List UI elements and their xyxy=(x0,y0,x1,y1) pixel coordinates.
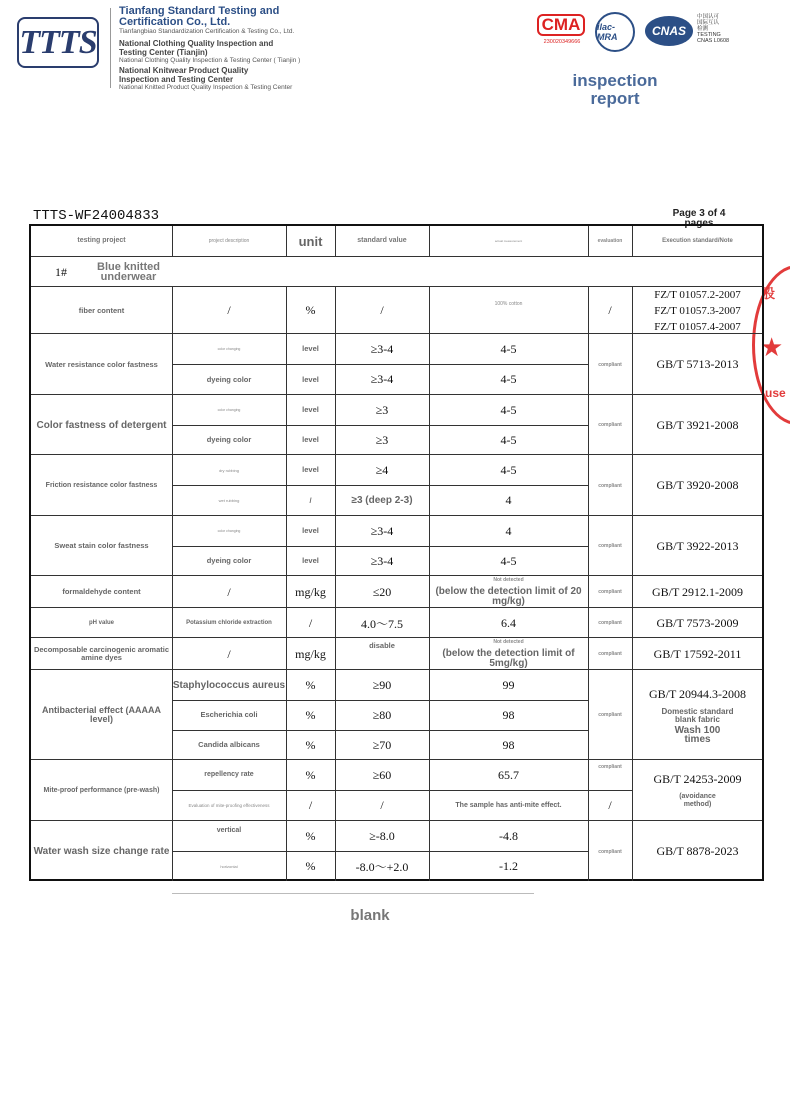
result-water-2: 4-5 xyxy=(500,372,517,386)
desc-friction-1: dry rubbing xyxy=(218,467,239,473)
table-row xyxy=(31,607,762,638)
col-divider xyxy=(632,226,633,256)
standard-water-1: ≥3-4 xyxy=(370,341,394,356)
standard-water-2: ≥3-4 xyxy=(370,372,394,386)
result-friction-1: 4-5 xyxy=(500,462,517,477)
desc-amine: / xyxy=(227,646,231,661)
desc-friction-2: wet rubbing xyxy=(218,498,240,503)
ilac-mra-mark: ilac-MRA xyxy=(595,12,635,52)
org-knitwear-name: National Knitwear Product Quality Inspection and Testing Center xyxy=(119,66,249,84)
subrow-divider xyxy=(172,364,588,365)
cma-mark xyxy=(537,14,587,48)
unit-mite-2: / xyxy=(308,798,313,812)
standard-wash-1: ≥-8.0 xyxy=(369,828,395,843)
cma-logo: CMA xyxy=(537,14,585,36)
standard-sweat-1: ≥3-4 xyxy=(370,523,394,538)
result-sweat-1: 4 xyxy=(505,523,512,538)
desc-formaldehyde: / xyxy=(227,584,231,599)
cnas-mark: CNAS xyxy=(645,16,693,46)
eval-friction: compliant xyxy=(598,482,622,489)
col-divider xyxy=(588,286,589,881)
eval-amine: compliant xyxy=(598,651,622,657)
col-divider xyxy=(429,226,430,256)
org-clothing-name: National Clothing Quality Inspection and Testing Center (Tianjin) xyxy=(119,39,274,57)
result-wash-1: -4.8 xyxy=(499,828,518,843)
project-mite: Mite-proof performance (pre-wash) xyxy=(43,786,160,794)
project-fiber: fiber content xyxy=(78,305,125,315)
desc-water-1: color changing xyxy=(217,347,241,351)
stamp-star-icon: ★ xyxy=(760,332,784,362)
result-water-1: 4-5 xyxy=(500,341,517,356)
result-detergent-1: 4-5 xyxy=(500,402,517,417)
unit-sweat-1: level xyxy=(302,526,319,535)
col-divider xyxy=(335,226,336,256)
col-divider xyxy=(286,286,287,881)
standard-fiber: / xyxy=(380,303,384,317)
stamp-text: 股 xyxy=(762,286,776,301)
cma-code: 230020349666 xyxy=(543,39,581,45)
standard-wash-2: -8.0～+2.0 xyxy=(355,860,409,874)
result-formaldehyde xyxy=(429,576,588,608)
result-formaldehyde-top: Not detected xyxy=(493,577,524,583)
result-fiber: 100% cotton xyxy=(494,301,523,307)
standard-antibacterial-3: ≥70 xyxy=(372,737,392,752)
header-execution: Execution standard/Note xyxy=(662,238,733,244)
unit-amine: mg/kg xyxy=(295,646,326,661)
eval-wash: compliant xyxy=(598,848,622,855)
execution-fiber-2: FZ/T 01057.3-2007 xyxy=(654,304,741,317)
subrow-divider xyxy=(172,790,632,791)
eval-water: compliant xyxy=(598,361,622,368)
desc-detergent-1: color changing xyxy=(217,408,241,412)
unit-fiber: % xyxy=(305,303,316,317)
execution-fiber-3: FZ/T 01057.4-2007 xyxy=(654,320,741,333)
execution-sweat: GB/T 3922-2013 xyxy=(656,538,739,553)
eval-fiber: / xyxy=(608,303,612,317)
result-wash-2: -1.2 xyxy=(499,859,518,873)
header-evaluation: evaluation xyxy=(597,238,623,244)
desc-detergent-2: dyeing color xyxy=(206,435,252,444)
standard-mite-2: / xyxy=(380,798,384,812)
unit-sweat-2: level xyxy=(302,556,319,565)
desc-sweat-1: color changing xyxy=(217,529,241,533)
desc-sweat-2: dyeing color xyxy=(206,556,252,565)
unit-friction-1: level xyxy=(302,465,319,474)
desc-mite-2: Evaluation of mite-proofing effectiveness xyxy=(188,803,270,808)
org-tianfang xyxy=(119,6,319,35)
table-row xyxy=(31,286,762,334)
table-row xyxy=(31,575,762,608)
blank-label: blank xyxy=(350,907,390,924)
project-wash: Water wash size change rate xyxy=(33,846,170,857)
execution-ph: GB/T 7573-2009 xyxy=(656,615,739,630)
unit-friction-2: / xyxy=(309,495,312,505)
header-unit: unit xyxy=(298,233,323,249)
logo-text: TTTS xyxy=(19,23,97,61)
execution-antibacterial-note1: Domestic standard blank fabric xyxy=(661,706,734,724)
result-amine xyxy=(429,638,588,670)
project-antibacterial: Antibacterial effect (AAAAA level) xyxy=(41,705,162,724)
execution-fiber xyxy=(632,287,763,334)
unit-ph: / xyxy=(308,615,313,630)
org-knitwear-center xyxy=(119,66,292,91)
blank-divider xyxy=(172,893,534,894)
result-detergent-2: 4-5 xyxy=(500,432,517,447)
eval-antibacterial: compliant xyxy=(598,712,622,718)
subrow-divider xyxy=(172,425,588,426)
org-clothing-sub: National Clothing Quality Inspection & Testing Center ( Tianjin ) xyxy=(119,57,301,64)
subrow-divider xyxy=(172,700,588,701)
report-title: inspection report xyxy=(572,71,658,108)
org-tianfang-name: Tianfang Standard Testing and Certification Co., Ltd. xyxy=(119,5,280,28)
col-divider xyxy=(335,286,336,881)
execution-mite-note: (avoidance method) xyxy=(679,793,716,808)
execution-fiber-1: FZ/T 01057.2-2007 xyxy=(654,288,741,301)
result-formaldehyde-limit: (below the detection limit of 20 mg/kg) xyxy=(435,586,582,607)
project-amine: Decomposable carcinogenic aromatic amine dyes xyxy=(33,645,170,662)
execution-water: GB/T 5713-2013 xyxy=(656,357,739,371)
table-header-row xyxy=(31,226,762,256)
project-detergent: Color fastness of detergent xyxy=(36,419,167,431)
project-ph: pH value xyxy=(88,620,114,626)
desc-antibacterial-2: Escherichia coli xyxy=(200,710,258,719)
standard-antibacterial-1: ≥90 xyxy=(372,677,392,692)
desc-wash-2: horizontal xyxy=(220,864,238,869)
header-description: project description xyxy=(208,238,250,244)
cnas-caption: 中国认可 国际互认 检测 TESTING CNAS L0608 xyxy=(697,14,730,44)
desc-antibacterial-1: Staphylococcus aureus xyxy=(172,679,286,691)
org-tianfang-sub: Tianfangbiao Standardization Certification & Testing Co., Ltd. xyxy=(119,28,295,35)
col-divider xyxy=(172,226,173,256)
execution-friction: GB/T 3920-2008 xyxy=(656,478,739,492)
project-formaldehyde: formaldehyde content xyxy=(62,587,141,596)
col-divider xyxy=(632,286,633,881)
table-row xyxy=(31,669,762,760)
unit-wash-2: % xyxy=(305,859,316,873)
table-row xyxy=(31,394,762,455)
project-water: Water resistance color fastness xyxy=(45,359,158,369)
col-divider xyxy=(429,286,430,881)
result-sweat-2: 4-5 xyxy=(500,553,517,568)
standard-antibacterial-2: ≥80 xyxy=(372,707,392,722)
standard-friction-1: ≥4 xyxy=(375,462,389,477)
result-antibacterial-2: 98 xyxy=(502,707,515,722)
header-project: testing project xyxy=(77,237,126,244)
execution-wash: GB/T 8878-2023 xyxy=(656,844,739,858)
unit-detergent-1: level xyxy=(302,405,319,414)
result-antibacterial-3: 98 xyxy=(502,737,515,752)
header-divider xyxy=(110,8,111,88)
standard-sweat-2: ≥3-4 xyxy=(370,553,394,568)
col-divider xyxy=(172,286,173,881)
desc-wash-1: vertical xyxy=(216,827,242,834)
document-number: TTTS-WF24004833 xyxy=(33,208,160,224)
sample-row xyxy=(31,256,762,287)
execution-antibacterial-std: GB/T 20944.3-2008 xyxy=(648,686,747,701)
execution-antibacterial xyxy=(632,670,763,760)
subrow-divider xyxy=(172,485,588,486)
eval-ph: compliant xyxy=(598,620,622,626)
page-number: Page 3 of 4 pages xyxy=(672,208,726,229)
subrow-divider xyxy=(172,730,588,731)
desc-mite-1: repellency rate xyxy=(204,771,254,778)
eval-mite-2: / xyxy=(608,798,612,812)
table-row xyxy=(31,759,762,821)
unit-wash-1: % xyxy=(305,828,316,843)
table-row xyxy=(31,637,762,670)
sample-name: Blue knitted underwear xyxy=(97,261,160,283)
result-ph: 6.4 xyxy=(501,615,516,630)
eval-formaldehyde: compliant xyxy=(598,589,622,595)
subrow-divider xyxy=(172,851,588,852)
unit-detergent-2: level xyxy=(302,435,319,444)
execution-amine: GB/T 17592-2011 xyxy=(653,646,742,661)
standard-detergent-1: ≥3 xyxy=(375,402,389,417)
header-result: actual measurement xyxy=(494,239,523,243)
standard-amine: disable xyxy=(369,641,395,650)
unit-formaldehyde: mg/kg xyxy=(295,584,326,599)
standard-friction-2: ≥3 (deep 2-3) xyxy=(351,494,413,506)
standard-detergent-2: ≥3 xyxy=(375,432,389,447)
eval-detergent: compliant xyxy=(598,422,622,428)
col-divider xyxy=(286,226,287,256)
org-clothing-center xyxy=(119,39,300,64)
desc-fiber: / xyxy=(227,303,231,317)
col-divider xyxy=(588,226,589,256)
sample-index: 1# xyxy=(55,264,67,279)
unit-water-2: level xyxy=(302,374,319,384)
company-logo xyxy=(17,17,99,68)
unit-antibacterial-2: % xyxy=(305,707,316,722)
table-row xyxy=(31,333,762,395)
org-knitwear-sub: National Knitted Product Quality Inspection & Testing Center xyxy=(119,84,293,91)
result-antibacterial-1: 99 xyxy=(502,677,515,692)
standard-mite-1: ≥60 xyxy=(372,767,392,782)
result-amine-top: Not detected xyxy=(493,639,524,645)
project-sweat: Sweat stain color fastness xyxy=(54,541,149,550)
desc-water-2: dyeing color xyxy=(206,374,252,384)
execution-mite-std: GB/T 24253-2009 xyxy=(653,772,742,786)
execution-mite xyxy=(632,760,763,821)
results-table xyxy=(29,224,764,881)
unit-water-1: level xyxy=(302,344,319,353)
header-standard: standard value xyxy=(357,237,407,244)
desc-antibacterial-3: Candida albicans xyxy=(198,740,260,749)
standard-formaldehyde: ≤20 xyxy=(372,584,392,599)
project-friction: Friction resistance color fastness xyxy=(45,481,158,489)
eval-mite-1: compliant xyxy=(598,764,622,770)
execution-antibacterial-note2: Wash 100 times xyxy=(674,724,721,745)
eval-sweat: compliant xyxy=(598,543,622,549)
standard-ph: 4.0～7.5 xyxy=(360,616,403,631)
table-row xyxy=(31,820,762,882)
unit-antibacterial-3: % xyxy=(305,737,316,752)
execution-detergent: GB/T 3921-2008 xyxy=(656,417,739,432)
table-row xyxy=(31,515,762,576)
table-row xyxy=(31,454,762,516)
result-mite-2: The sample has anti-mite effect. xyxy=(455,802,562,809)
result-mite-1: 65.7 xyxy=(498,767,519,782)
stamp-use-text: use xyxy=(765,386,786,400)
subrow-divider xyxy=(172,546,588,547)
result-amine-limit: (below the detection limit of 5mg/kg) xyxy=(442,648,575,669)
desc-ph: Potassium chloride extraction xyxy=(186,620,272,626)
result-friction-2: 4 xyxy=(505,493,512,507)
unit-mite-1: % xyxy=(305,767,316,782)
execution-formaldehyde: GB/T 2912.1-2009 xyxy=(651,584,744,599)
unit-antibacterial-1: % xyxy=(305,677,316,692)
